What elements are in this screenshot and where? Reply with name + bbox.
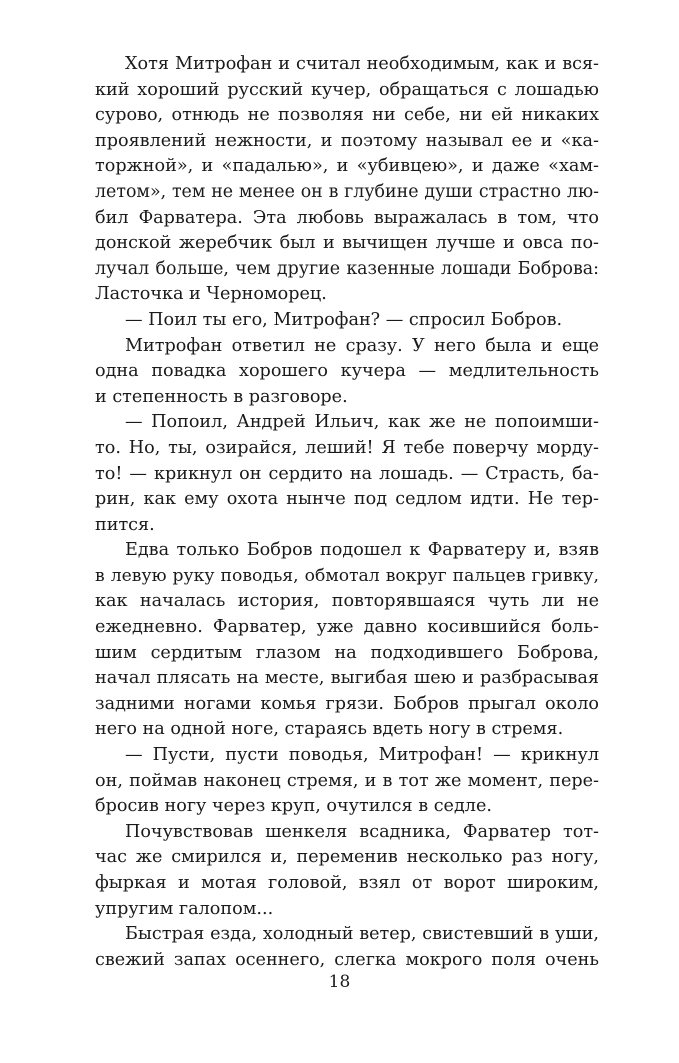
text-line: задними ногами комья грязи. Бобров прыгал около xyxy=(95,693,599,714)
text-line: него на одной ноге, стараясь вдеть ногу в стремя. xyxy=(95,719,564,740)
text-line: фыркая и мотая головой, взял от ворот широким, xyxy=(95,873,599,893)
text-line: рин, как ему охота нынче под седлом идти. Не тер- xyxy=(95,489,599,510)
text-line: в левую руку поводья, обмотал вокруг пальцев гривку, xyxy=(95,565,599,586)
text-line: час же смирился и, переменив несколько раз ногу, xyxy=(95,847,599,868)
page-body-text xyxy=(95,52,599,973)
text-line: он, поймав наконец стремя, и в тот же момент, пере- xyxy=(95,770,599,791)
text-line: Митрофан ответил не сразу. У него была и еще xyxy=(125,335,599,356)
text-line: ежедневно. Фарватер, уже давно косившийся боль- xyxy=(95,617,599,638)
text-line: свежий запах осеннего, слегка мокрого поля очень xyxy=(95,949,599,970)
text-line: пится. xyxy=(95,514,155,535)
text-line: Хотя Митрофан и считал необходимым, как и вся- xyxy=(125,54,599,74)
text-line: и степенность в разговоре. xyxy=(95,386,348,407)
text-line: лучал больше, чем другие казенные лошади Боброва: xyxy=(95,258,599,279)
text-line: кий хороший русский кучер, обращаться с лошадью xyxy=(95,79,599,100)
text-line: как началась история, повторявшаяся чуть ли не xyxy=(95,591,599,612)
text-line: — Пусти, пусти поводья, Митрофан! — крикнул xyxy=(125,745,599,766)
text-line: упругим галопом... xyxy=(95,898,274,919)
text-line: летом», тем не менее он в глубине души страстно лю- xyxy=(95,181,599,202)
text-line: одна повадка хорошего кучера — медлительность xyxy=(95,361,599,382)
text-line: бросив ногу через круп, очутился в седле. xyxy=(95,796,492,817)
text-line: донской жеребчик был и вычищен лучше и овса по- xyxy=(95,233,599,254)
page-number: 18 xyxy=(328,972,351,992)
text-line: проявлений нежности, и поэтому называл ее и «ка- xyxy=(95,130,599,151)
text-line: бил Фарватера. Эта любовь выражалась в том, что xyxy=(95,207,599,228)
text-line: сурово, отнюдь не позволяя ни себе, ни ей никаких xyxy=(95,105,599,126)
text-line: торжной», и «падалью», и «убивцею», и даже «хам- xyxy=(95,156,599,177)
text-line: то. Но, ты, озирайся, леший! Я тебе поверчу морду- xyxy=(95,437,599,458)
text-line: — Попоил, Андрей Ильич, как же не попоимши- xyxy=(125,412,599,433)
text-line: Едва только Бобров подошел к Фарватеру и, взяв xyxy=(125,540,599,561)
text-line: Ласточка и Черноморец. xyxy=(95,284,327,305)
text-line: шим сердитым глазом на подходившего Боброва, xyxy=(95,642,599,663)
text-line: начал плясать на месте, выгибая шею и разбрасывая xyxy=(95,668,599,689)
text-line: — Поил ты его, Митрофан? — спросил Бобров. xyxy=(125,309,563,330)
text-line: то! — крикнул он сердито на лошадь. — Страсть, ба- xyxy=(95,463,599,484)
text-line: Быстрая езда, холодный ветер, свистевший в уши, xyxy=(125,924,599,945)
text-line: Почувствовав шенкеля всадника, Фарватер тот- xyxy=(125,821,599,842)
